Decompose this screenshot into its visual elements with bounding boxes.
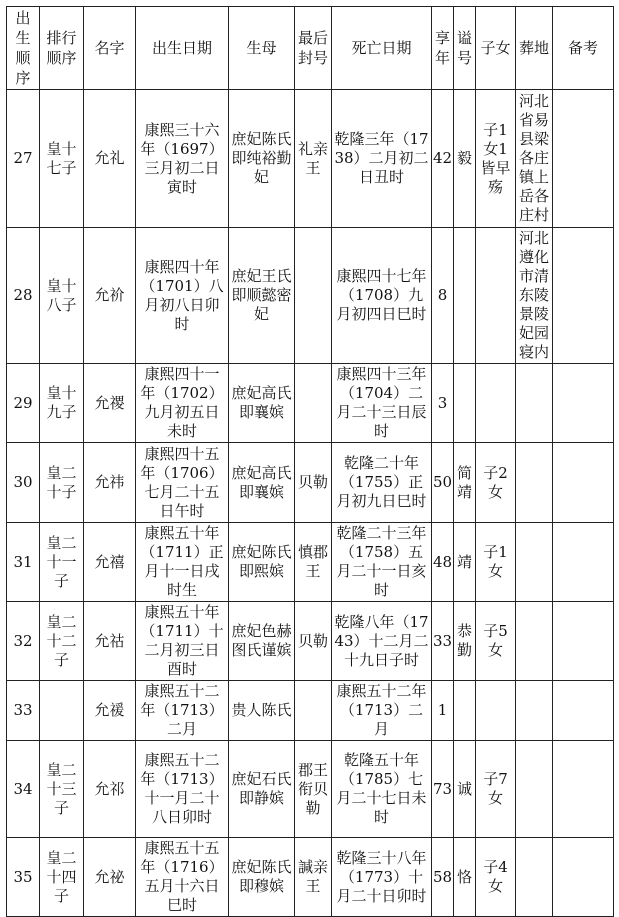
cell-birth-date: 康熙五十五年（1716）五月十六日巳时 xyxy=(136,838,229,917)
cell-birth-date: 康熙三十六年（1697）三月初二日寅时 xyxy=(136,90,229,228)
table-row xyxy=(7,741,614,838)
cell-posthumous-name: 诚 xyxy=(454,741,476,838)
cell-age: 73 xyxy=(432,741,454,838)
cell-birth-order: 33 xyxy=(7,681,40,741)
cell-children: 子1女 xyxy=(476,523,516,602)
cell-children: 子5女 xyxy=(476,602,516,681)
cell-rank: 皇二十一子 xyxy=(40,523,84,602)
cell-notes xyxy=(553,681,614,741)
cell-age: 33 xyxy=(432,602,454,681)
cell-mother: 庶妃色赫图氏谨嫔 xyxy=(229,602,295,681)
cell-title: 郡王衔贝勒 xyxy=(295,741,332,838)
cell-death-date: 康熙四十三年（1704）二月二十三日辰时 xyxy=(332,364,432,443)
cell-death-date: 乾隆三十八年（1773）十月二十日卯时 xyxy=(332,838,432,917)
cell-title xyxy=(295,228,332,364)
cell-birth-date: 康熙五十年（1711）正月十一日戌时生 xyxy=(136,523,229,602)
cell-birth-order: 30 xyxy=(7,443,40,523)
cell-mother: 庶妃陈氏即熙嫔 xyxy=(229,523,295,602)
cell-burial xyxy=(516,838,553,917)
table-row xyxy=(7,523,614,602)
table-row xyxy=(7,602,614,681)
cell-birth-order: 31 xyxy=(7,523,40,602)
cell-name: 允祁 xyxy=(84,741,136,838)
header-notes: 备考 xyxy=(553,7,614,90)
cell-birth-date: 康熙四十一年（1702）九月初五日未时 xyxy=(136,364,229,443)
cell-notes xyxy=(553,838,614,917)
cell-birth-date: 康熙五十二年（1713）二月 xyxy=(136,681,229,741)
cell-age: 58 xyxy=(432,838,454,917)
cell-title: 慎郡王 xyxy=(295,523,332,602)
cell-notes xyxy=(553,228,614,364)
cell-mother: 庶妃王氏即顺懿密妃 xyxy=(229,228,295,364)
cell-name: 允禝 xyxy=(84,364,136,443)
cell-mother: 庶妃石氏即静嫔 xyxy=(229,741,295,838)
cell-children: 子7女 xyxy=(476,741,516,838)
cell-age: 48 xyxy=(432,523,454,602)
table-row xyxy=(7,443,614,523)
cell-children xyxy=(476,681,516,741)
table-row xyxy=(7,90,614,228)
cell-birth-order: 28 xyxy=(7,228,40,364)
cell-burial xyxy=(516,443,553,523)
cell-mother: 贵人陈氏 xyxy=(229,681,295,741)
header-age: 享年 xyxy=(432,7,454,90)
cell-burial xyxy=(516,364,553,443)
cell-death-date: 乾隆八年（1743）十二月二十九日子时 xyxy=(332,602,432,681)
cell-burial xyxy=(516,741,553,838)
cell-notes xyxy=(553,741,614,838)
cell-title: 贝勒 xyxy=(295,602,332,681)
header-birth-date: 出生日期 xyxy=(136,7,229,90)
table-row xyxy=(7,228,614,364)
cell-death-date: 乾隆二十年（1755）正月初九日巳时 xyxy=(332,443,432,523)
cell-posthumous-name: 恪 xyxy=(454,838,476,917)
cell-death-date: 乾隆五十年（1785）七月二十七日未时 xyxy=(332,741,432,838)
cell-rank: 皇十七子 xyxy=(40,90,84,228)
cell-age: 8 xyxy=(432,228,454,364)
header-burial: 葬地 xyxy=(516,7,553,90)
cell-name: 允祕 xyxy=(84,838,136,917)
cell-death-date: 乾隆三年（1738）二月初二日丑时 xyxy=(332,90,432,228)
cell-rank: 皇二十四子 xyxy=(40,838,84,917)
cell-title: 礼亲王 xyxy=(295,90,332,228)
header-title: 最后封号 xyxy=(295,7,332,90)
cell-death-date: 康熙四十七年（1708）九月初四日巳时 xyxy=(332,228,432,364)
cell-posthumous-name xyxy=(454,681,476,741)
header-posthumous-name: 谥号 xyxy=(454,7,476,90)
cell-posthumous-name: 毅 xyxy=(454,90,476,228)
cell-age: 3 xyxy=(432,364,454,443)
cell-rank: 皇二十二子 xyxy=(40,602,84,681)
cell-title: 諴亲王 xyxy=(295,838,332,917)
cell-birth-order: 32 xyxy=(7,602,40,681)
cell-birth-date: 康熙五十二年（1713）十一月二十八日卯时 xyxy=(136,741,229,838)
cell-notes xyxy=(553,364,614,443)
cell-burial xyxy=(516,523,553,602)
header-rank: 排行顺序 xyxy=(40,7,84,90)
cell-posthumous-name: 靖 xyxy=(454,523,476,602)
cell-notes xyxy=(553,523,614,602)
cell-mother: 庶妃陈氏即纯裕勤妃 xyxy=(229,90,295,228)
cell-title xyxy=(295,681,332,741)
cell-death-date: 乾隆二十三年（1758）五月二十一日亥时 xyxy=(332,523,432,602)
cell-children: 子4女 xyxy=(476,838,516,917)
cell-age: 42 xyxy=(432,90,454,228)
cell-name: 允礼 xyxy=(84,90,136,228)
cell-posthumous-name xyxy=(454,228,476,364)
cell-name: 允禧 xyxy=(84,523,136,602)
genealogy-table-container xyxy=(6,6,614,917)
cell-children: 子2女 xyxy=(476,443,516,523)
cell-burial xyxy=(516,681,553,741)
header-mother: 生母 xyxy=(229,7,295,90)
cell-children: 子1女1皆早殇 xyxy=(476,90,516,228)
cell-rank: 皇二十三子 xyxy=(40,741,84,838)
cell-name: 允祎 xyxy=(84,443,136,523)
header-death-date: 死亡日期 xyxy=(332,7,432,90)
cell-children xyxy=(476,228,516,364)
cell-notes xyxy=(553,443,614,523)
table-row xyxy=(7,838,614,917)
cell-age: 50 xyxy=(432,443,454,523)
cell-notes xyxy=(553,90,614,228)
cell-notes xyxy=(553,602,614,681)
cell-death-date: 康熙五十二年（1713）二月 xyxy=(332,681,432,741)
cell-birth-order: 34 xyxy=(7,741,40,838)
cell-birth-order: 29 xyxy=(7,364,40,443)
cell-birth-date: 康熙四十年（1701）八月初八日卯时 xyxy=(136,228,229,364)
cell-posthumous-name xyxy=(454,364,476,443)
cell-posthumous-name: 恭勤 xyxy=(454,602,476,681)
cell-mother: 庶妃陈氏即穆嫔 xyxy=(229,838,295,917)
cell-rank: 皇十九子 xyxy=(40,364,84,443)
header-children: 子女 xyxy=(476,7,516,90)
cell-rank: 皇十八子 xyxy=(40,228,84,364)
genealogy-table xyxy=(6,6,614,917)
cell-birth-date: 康熙四十五年（1706）七月二十五日午时 xyxy=(136,443,229,523)
table-row xyxy=(7,681,614,741)
cell-children xyxy=(476,364,516,443)
cell-posthumous-name: 简靖 xyxy=(454,443,476,523)
cell-name: 允禐 xyxy=(84,681,136,741)
cell-name: 允祄 xyxy=(84,228,136,364)
cell-rank: 皇二十子 xyxy=(40,443,84,523)
cell-mother: 庶妃高氏即襄嫔 xyxy=(229,364,295,443)
cell-name: 允祜 xyxy=(84,602,136,681)
cell-birth-order: 27 xyxy=(7,90,40,228)
header-row xyxy=(7,7,614,90)
header-birth-order: 出生顺序 xyxy=(7,7,40,90)
cell-burial: 河北遵化市清东陵景陵妃园寝内 xyxy=(516,228,553,364)
cell-burial xyxy=(516,602,553,681)
cell-mother: 庶妃高氏即襄嫔 xyxy=(229,443,295,523)
header-name: 名字 xyxy=(84,7,136,90)
cell-age: 1 xyxy=(432,681,454,741)
cell-title: 贝勒 xyxy=(295,443,332,523)
cell-birth-date: 康熙五十年（1711）十二月初三日酉时 xyxy=(136,602,229,681)
table-row xyxy=(7,364,614,443)
cell-title xyxy=(295,364,332,443)
cell-birth-order: 35 xyxy=(7,838,40,917)
cell-burial: 河北省易县梁各庄镇上岳各庄村 xyxy=(516,90,553,228)
cell-rank xyxy=(40,681,84,741)
